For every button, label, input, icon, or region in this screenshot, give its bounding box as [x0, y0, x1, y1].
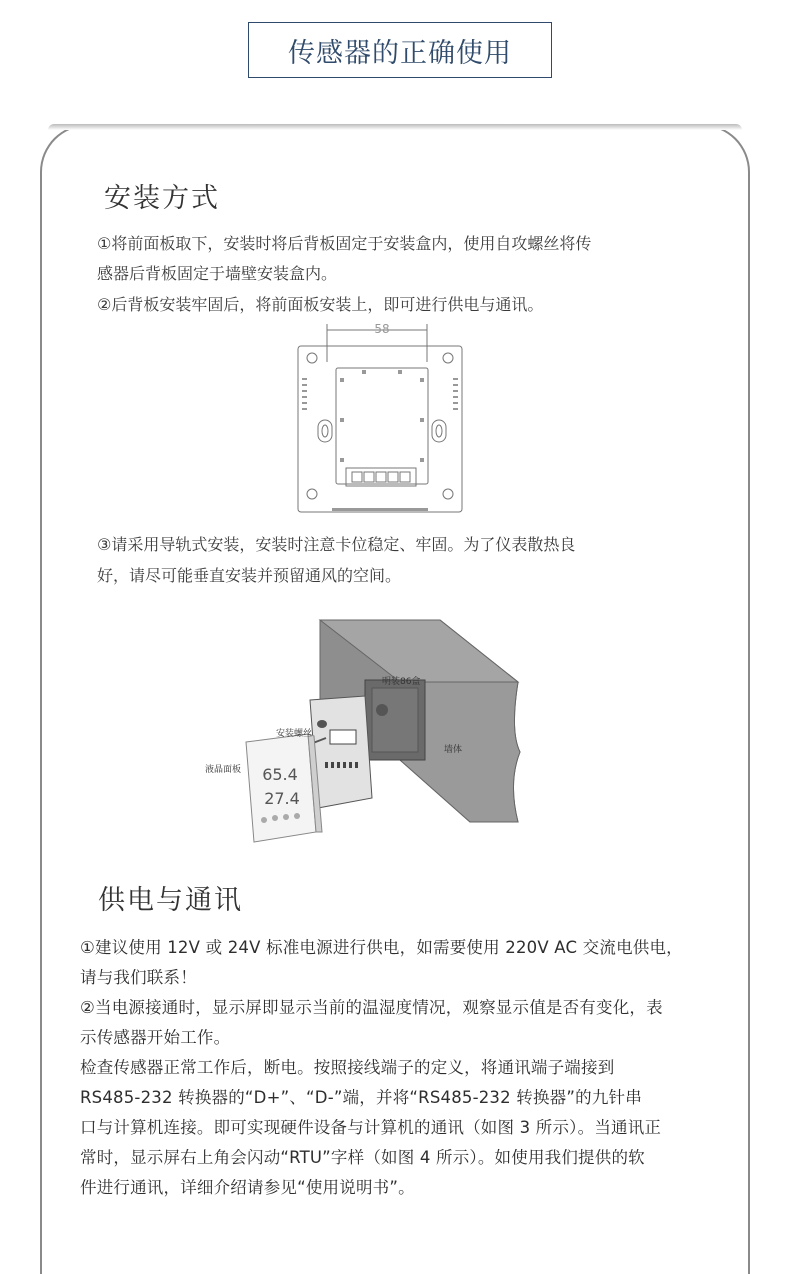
power-line-8: 常时，显示屏右上角会闪动“RTU”字样（如图 4 所示）。如使用我们提供的软 — [80, 1148, 645, 1167]
label-screw: 安装螺丝 — [276, 729, 313, 739]
install-step1-line1: ①将前面板取下，安装时将后背板固定于安装盒内，使用自攻螺丝将传 — [97, 234, 592, 253]
power-line-6: RS485-232 转换器的“D+”、“D-”端，并将“RS485-232 转换器”的九针串 — [80, 1088, 642, 1107]
lcd-top-value: 65.4 — [262, 765, 298, 784]
section-heading-installation: 安装方式 — [104, 183, 220, 214]
dimension-label: 58 — [374, 322, 390, 336]
label-box: 明装86盒 — [382, 677, 421, 687]
card-top-shade — [48, 124, 742, 130]
backplate-diagram — [292, 318, 468, 518]
install-step2: ②后背板安装牢固后，将前面板安装上，即可进行供电与通讯。 — [97, 295, 544, 314]
install-step3-line1: ③请采用导轨式安装，安装时注意卡位稳定、牢固。为了仪表散热良 — [97, 535, 576, 554]
power-line-7: 口与计算机连接。即可实现硬件设备与计算机的通讯（如图 3 所示）。当通讯正 — [80, 1118, 662, 1137]
power-line-3: ②当电源接通时，显示屏即显示当前的温湿度情况，观察显示值是否有变化，表 — [80, 998, 663, 1017]
label-wall: 墙体 — [444, 745, 463, 755]
section-heading-power-comm: 供电与通讯 — [98, 885, 243, 916]
lcd-bottom-value: 27.4 — [264, 789, 300, 808]
power-line-2: 请与我们联系！ — [80, 968, 197, 987]
power-line-4: 示传感器开始工作。 — [80, 1028, 231, 1047]
install-step1-line2: 感器后背板固定于墙壁安装盒内。 — [97, 264, 338, 283]
wall-mount-illustration — [200, 612, 530, 852]
install-step3-line2: 好，请尽可能垂直安装并预留通风的空间。 — [97, 566, 402, 585]
page-title: 传感器的正确使用 — [248, 22, 552, 78]
power-line-1: ①建议使用 12V 或 24V 标准电源进行供电，如需要使用 220V AC 交流电供电， — [80, 938, 683, 957]
power-line-5: 检查传感器正常工作后，断电。按照接线端子的定义，将通讯端子端接到 — [80, 1058, 615, 1077]
power-line-9: 件进行通讯，详细介绍请参见“使用说明书”。 — [80, 1178, 415, 1197]
label-panel: 液晶面板 — [205, 765, 242, 775]
